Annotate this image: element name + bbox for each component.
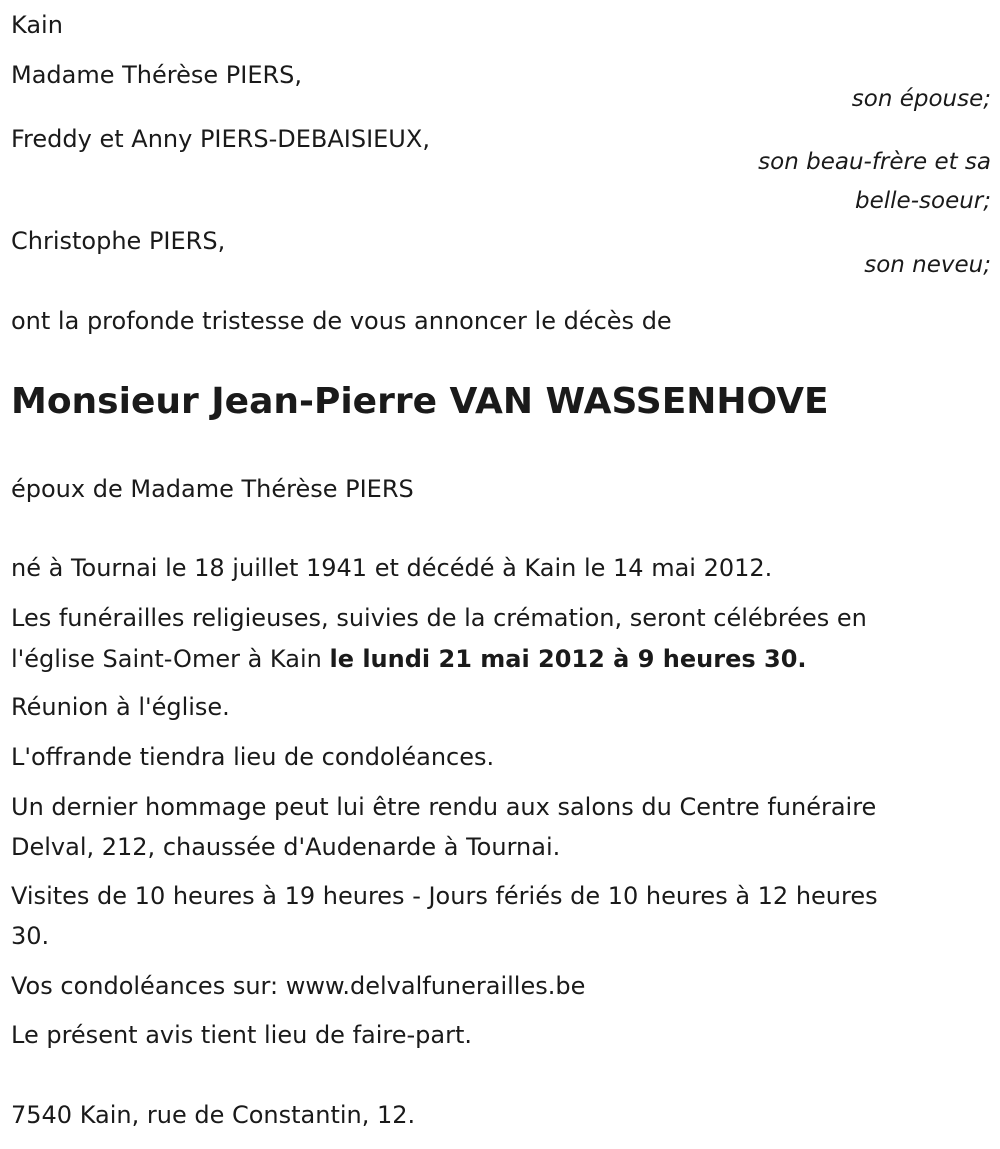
condolences-line: Vos condoléances sur: www.delvalfunerailles.be [11, 972, 586, 1000]
funeral-line-1: Les funérailles religieuses, suivies de la crémation, seront célébrées en [11, 604, 867, 632]
notice-line: Le présent avis tient lieu de faire-part. [11, 1021, 473, 1049]
funeral-datetime: le lundi 21 mai 2012 à 9 heures 30. [329, 645, 807, 673]
family-member-name: Christophe PIERS, [11, 227, 226, 255]
family-member-relation: son neveu; [864, 252, 991, 278]
family-member-relation: son épouse; [851, 86, 991, 112]
spouse-line: époux de Madame Thérèse PIERS [11, 475, 414, 503]
family-member-name: Freddy et Anny PIERS-DEBAISIEUX, [11, 125, 430, 153]
meeting-line: Réunion à l'église. [11, 693, 230, 721]
funeral-line-2 [11, 644, 807, 674]
address-line: 7540 Kain, rue de Constantin, 12. [11, 1101, 416, 1129]
homage-line-1: Un dernier hommage peut lui être rendu aux salons du Centre funéraire [11, 793, 877, 821]
family-member-name: Madame Thérèse PIERS, [11, 61, 303, 89]
offering-line: L'offrande tiendra lieu de condoléances. [11, 743, 495, 771]
deceased-name: Monsieur Jean-Pierre VAN WASSENHOVE [11, 381, 829, 422]
place-heading: Kain [11, 11, 63, 39]
homage-line-2: Delval, 212, chaussée d'Audenarde à Tournai. [11, 833, 561, 861]
family-member-relation: belle-soeur; [855, 188, 991, 214]
family-member-relation: son beau-frère et sa [758, 149, 991, 175]
announcement-text: ont la profonde tristesse de vous annoncer le décès de [11, 307, 672, 335]
visits-line-1: Visites de 10 heures à 19 heures - Jours fériés de 10 heures à 12 heures [11, 882, 878, 910]
visits-line-2: 30. [11, 922, 50, 950]
birth-death-line: né à Tournai le 18 juillet 1941 et décédé à Kain le 14 mai 2012. [11, 554, 773, 582]
funeral-location: l'église Saint-Omer à Kain [11, 645, 330, 673]
